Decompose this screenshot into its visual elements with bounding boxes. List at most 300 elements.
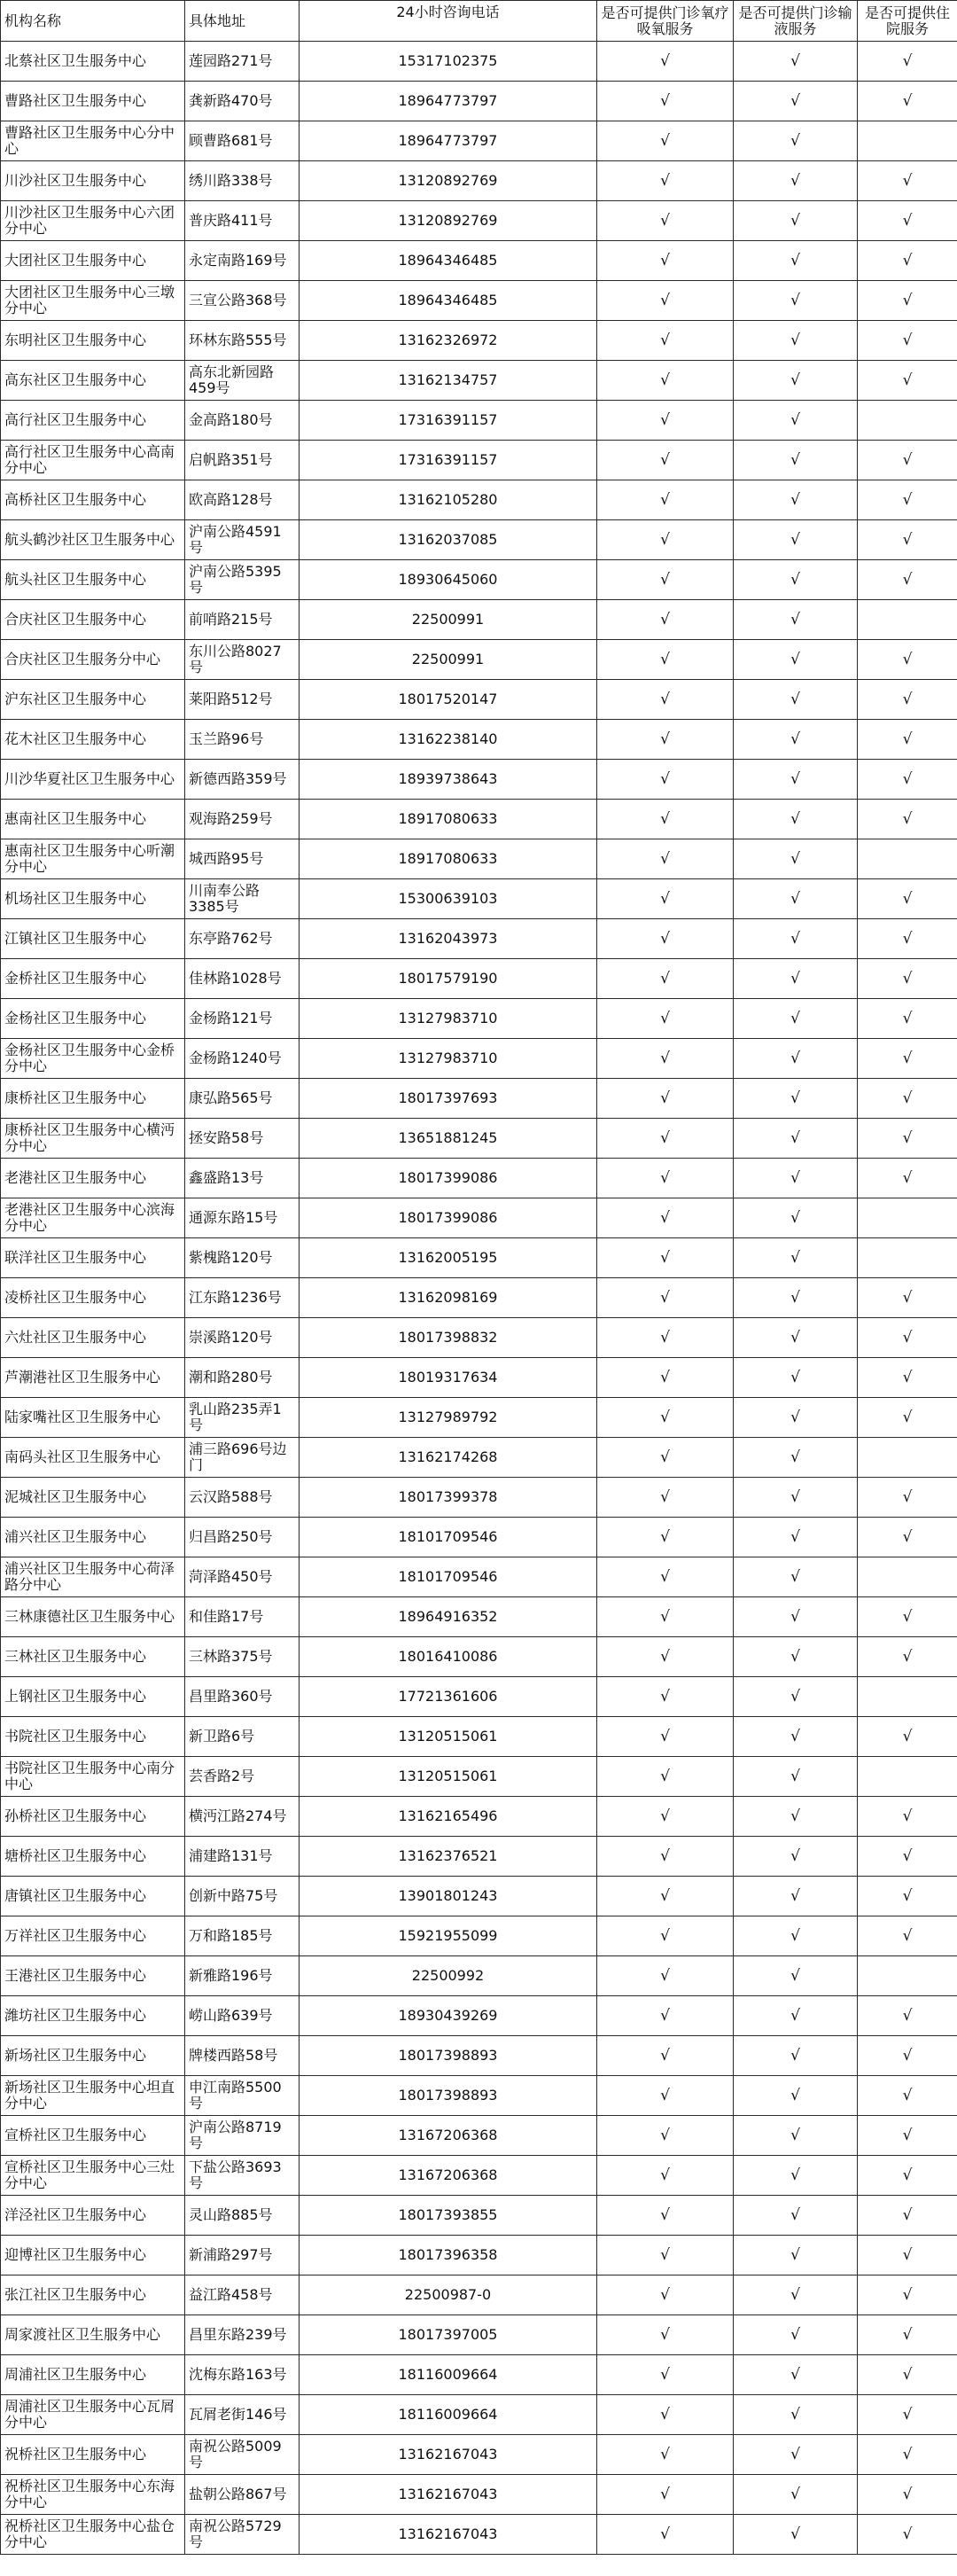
cell-oxygen: √ xyxy=(597,1398,734,1438)
cell-hospitalization: √ xyxy=(858,2275,957,2315)
cell-hospitalization: √ xyxy=(858,1597,957,1637)
cell-phone: 13120515061 xyxy=(300,1757,597,1797)
cell-phone: 13651881245 xyxy=(300,1119,597,1159)
cell-infusion: √ xyxy=(734,2156,858,2196)
cell-hospitalization: √ xyxy=(858,2315,957,2355)
cell-name: 东明社区卫生服务中心 xyxy=(1,321,185,361)
cell-address: 下盐公路3693号 xyxy=(185,2156,300,2196)
cell-phone: 13162105280 xyxy=(300,480,597,520)
cell-hospitalization: √ xyxy=(858,1039,957,1079)
cell-oxygen: √ xyxy=(597,1278,734,1318)
cell-oxygen: √ xyxy=(597,1159,734,1198)
table-row xyxy=(1,161,957,201)
cell-name: 合庆社区卫生服务分中心 xyxy=(1,640,185,680)
table-row xyxy=(1,2076,957,2116)
cell-oxygen: √ xyxy=(597,2196,734,2236)
table-row xyxy=(1,321,957,361)
table-row xyxy=(1,839,957,879)
cell-hospitalization xyxy=(858,1438,957,1478)
cell-name: 祝桥社区卫生服务中心 xyxy=(1,2435,185,2475)
cell-hospitalization xyxy=(858,1757,957,1797)
table-row xyxy=(1,1079,957,1119)
cell-infusion: √ xyxy=(734,2475,858,2515)
cell-name: 凌桥社区卫生服务中心 xyxy=(1,1278,185,1318)
cell-name: 祝桥社区卫生服务中心盐仓分中心 xyxy=(1,2515,185,2555)
cell-infusion: √ xyxy=(734,1438,858,1478)
cell-oxygen: √ xyxy=(597,1557,734,1597)
table-row xyxy=(1,82,957,121)
cell-name: 祝桥社区卫生服务中心东海分中心 xyxy=(1,2475,185,2515)
cell-address: 沈梅东路163号 xyxy=(185,2355,300,2395)
cell-hospitalization xyxy=(858,1557,957,1597)
table-row xyxy=(1,201,957,241)
cell-oxygen: √ xyxy=(597,2475,734,2515)
cell-address: 万和路185号 xyxy=(185,1916,300,1956)
cell-hospitalization xyxy=(858,1198,957,1238)
table-row xyxy=(1,720,957,760)
cell-hospitalization: √ xyxy=(858,1478,957,1518)
cell-oxygen: √ xyxy=(597,2036,734,2076)
cell-infusion: √ xyxy=(734,1797,858,1837)
cell-infusion: √ xyxy=(734,2076,858,2116)
cell-oxygen: √ xyxy=(597,1358,734,1398)
cell-infusion: √ xyxy=(734,2236,858,2275)
table-row xyxy=(1,1637,957,1677)
cell-address: 昌里东路239号 xyxy=(185,2315,300,2355)
cell-hospitalization xyxy=(858,121,957,161)
cell-oxygen: √ xyxy=(597,241,734,281)
cell-address: 新德西路359号 xyxy=(185,760,300,800)
cell-hospitalization: √ xyxy=(858,1797,957,1837)
cell-infusion: √ xyxy=(734,919,858,959)
cell-name: 唐镇社区卫生服务中心 xyxy=(1,1877,185,1916)
cell-name: 陆家嘴社区卫生服务中心 xyxy=(1,1398,185,1438)
cell-hospitalization: √ xyxy=(858,520,957,560)
cell-name: 大团社区卫生服务中心 xyxy=(1,241,185,281)
cell-oxygen: √ xyxy=(597,1757,734,1797)
cell-oxygen: √ xyxy=(597,441,734,480)
cell-name: 南码头社区卫生服务中心 xyxy=(1,1438,185,1478)
table-row xyxy=(1,2236,957,2275)
cell-phone: 13162326972 xyxy=(300,321,597,361)
table-row xyxy=(1,1358,957,1398)
cell-name: 周浦社区卫生服务中心瓦屑分中心 xyxy=(1,2395,185,2435)
table-row xyxy=(1,281,957,321)
table-row xyxy=(1,879,957,919)
cell-address: 金杨路1240号 xyxy=(185,1039,300,1079)
cell-infusion: √ xyxy=(734,1757,858,1797)
cell-address: 康弘路565号 xyxy=(185,1079,300,1119)
header-oxygen: 是否可提供门诊氧疗吸氧服务 xyxy=(597,1,734,42)
cell-address: 南祝公路5729号 xyxy=(185,2515,300,2555)
cell-name: 曹路社区卫生服务中心分中心 xyxy=(1,121,185,161)
cell-infusion: √ xyxy=(734,1597,858,1637)
cell-name: 沪东社区卫生服务中心 xyxy=(1,680,185,720)
cell-name: 惠南社区卫生服务中心 xyxy=(1,800,185,839)
cell-infusion: √ xyxy=(734,1557,858,1597)
cell-phone: 18017399378 xyxy=(300,1478,597,1518)
cell-address: 川南奉公路3385号 xyxy=(185,879,300,919)
cell-oxygen: √ xyxy=(597,1717,734,1757)
cell-hospitalization xyxy=(858,600,957,640)
cell-oxygen: √ xyxy=(597,2275,734,2315)
cell-infusion: √ xyxy=(734,560,858,600)
cell-name: 三林社区卫生服务中心 xyxy=(1,1637,185,1677)
cell-hospitalization: √ xyxy=(858,2355,957,2395)
header-infusion: 是否可提供门诊输液服务 xyxy=(734,1,858,42)
cell-infusion: √ xyxy=(734,720,858,760)
table-row xyxy=(1,1198,957,1238)
table-row xyxy=(1,1837,957,1877)
cell-name: 老港社区卫生服务中心滨海分中心 xyxy=(1,1198,185,1238)
cell-infusion: √ xyxy=(734,1518,858,1557)
cell-address: 沪南公路4591号 xyxy=(185,520,300,560)
cell-address: 普庆路411号 xyxy=(185,201,300,241)
cell-name: 高行社区卫生服务中心 xyxy=(1,401,185,441)
cell-name: 六灶社区卫生服务中心 xyxy=(1,1318,185,1358)
cell-address: 盐朝公路867号 xyxy=(185,2475,300,2515)
cell-name: 泥城社区卫生服务中心 xyxy=(1,1478,185,1518)
cell-hospitalization: √ xyxy=(858,42,957,82)
cell-infusion: √ xyxy=(734,82,858,121)
cell-oxygen: √ xyxy=(597,2156,734,2196)
cell-oxygen: √ xyxy=(597,1956,734,1996)
cell-address: 云汉路588号 xyxy=(185,1478,300,1518)
cell-infusion: √ xyxy=(734,1159,858,1198)
cell-name: 宣桥社区卫生服务中心 xyxy=(1,2116,185,2156)
cell-phone: 18017520147 xyxy=(300,680,597,720)
cell-hospitalization: √ xyxy=(858,82,957,121)
cell-hospitalization: √ xyxy=(858,879,957,919)
cell-infusion: √ xyxy=(734,1039,858,1079)
cell-phone: 13167206368 xyxy=(300,2156,597,2196)
cell-oxygen: √ xyxy=(597,1119,734,1159)
cell-phone: 17721361606 xyxy=(300,1677,597,1717)
cell-address: 前哨路215号 xyxy=(185,600,300,640)
cell-phone: 13167206368 xyxy=(300,2116,597,2156)
cell-address: 欧高路128号 xyxy=(185,480,300,520)
cell-phone: 13162167043 xyxy=(300,2475,597,2515)
cell-infusion: √ xyxy=(734,1877,858,1916)
cell-hospitalization: √ xyxy=(858,1877,957,1916)
cell-phone: 13162098169 xyxy=(300,1278,597,1318)
cell-infusion: √ xyxy=(734,1996,858,2036)
cell-oxygen: √ xyxy=(597,1518,734,1557)
cell-oxygen: √ xyxy=(597,1837,734,1877)
cell-infusion: √ xyxy=(734,1318,858,1358)
cell-name: 花木社区卫生服务中心 xyxy=(1,720,185,760)
cell-name: 惠南社区卫生服务中心听潮分中心 xyxy=(1,839,185,879)
table-row xyxy=(1,2515,957,2555)
cell-hospitalization xyxy=(858,1238,957,1278)
cell-address: 永定南路169号 xyxy=(185,241,300,281)
cell-address: 申江南路5500号 xyxy=(185,2076,300,2116)
cell-phone: 13120515061 xyxy=(300,1717,597,1757)
cell-address: 益江路458号 xyxy=(185,2275,300,2315)
cell-name: 宣桥社区卫生服务中心三灶分中心 xyxy=(1,2156,185,2196)
cell-oxygen: √ xyxy=(597,121,734,161)
cell-name: 川沙华夏社区卫生服务中心 xyxy=(1,760,185,800)
cell-infusion: √ xyxy=(734,480,858,520)
cell-hospitalization xyxy=(858,839,957,879)
cell-hospitalization: √ xyxy=(858,1996,957,2036)
table-row xyxy=(1,2435,957,2475)
cell-oxygen: √ xyxy=(597,1079,734,1119)
cell-hospitalization: √ xyxy=(858,281,957,321)
cell-address: 沪南公路5395号 xyxy=(185,560,300,600)
table-row xyxy=(1,2116,957,2156)
cell-infusion: √ xyxy=(734,1358,858,1398)
cell-name: 曹路社区卫生服务中心 xyxy=(1,82,185,121)
cell-hospitalization: √ xyxy=(858,1916,957,1956)
cell-infusion: √ xyxy=(734,1278,858,1318)
cell-hospitalization: √ xyxy=(858,560,957,600)
cell-phone: 13162376521 xyxy=(300,1837,597,1877)
cell-infusion: √ xyxy=(734,2315,858,2355)
cell-phone: 13120892769 xyxy=(300,201,597,241)
cell-phone: 18017399086 xyxy=(300,1198,597,1238)
cell-phone: 18917080633 xyxy=(300,800,597,839)
table-row xyxy=(1,1996,957,2036)
cell-hospitalization: √ xyxy=(858,161,957,201)
cell-oxygen: √ xyxy=(597,800,734,839)
cell-phone: 18019317634 xyxy=(300,1358,597,1398)
cell-name: 张江社区卫生服务中心 xyxy=(1,2275,185,2315)
cell-infusion: √ xyxy=(734,201,858,241)
cell-phone: 18017393855 xyxy=(300,2196,597,2236)
cell-hospitalization xyxy=(858,1677,957,1717)
table-row xyxy=(1,1278,957,1318)
table-row xyxy=(1,999,957,1039)
cell-hospitalization: √ xyxy=(858,2156,957,2196)
cell-infusion: √ xyxy=(734,1478,858,1518)
table-row xyxy=(1,361,957,401)
cell-name: 孙桥社区卫生服务中心 xyxy=(1,1797,185,1837)
cell-hospitalization: √ xyxy=(858,1518,957,1557)
cell-infusion: √ xyxy=(734,800,858,839)
cell-hospitalization: √ xyxy=(858,1119,957,1159)
cell-hospitalization: √ xyxy=(858,1837,957,1877)
table-row xyxy=(1,1438,957,1478)
cell-phone: 18017579190 xyxy=(300,959,597,999)
cell-infusion: √ xyxy=(734,1398,858,1438)
cell-oxygen: √ xyxy=(597,1238,734,1278)
cell-oxygen: √ xyxy=(597,999,734,1039)
table-row xyxy=(1,1557,957,1597)
cell-oxygen: √ xyxy=(597,201,734,241)
header-address: 具体地址 xyxy=(185,1,300,42)
cell-address: 新浦路297号 xyxy=(185,2236,300,2275)
cell-phone: 18017396358 xyxy=(300,2236,597,2275)
cell-infusion: √ xyxy=(734,1956,858,1996)
cell-phone: 17316391157 xyxy=(300,441,597,480)
table-row xyxy=(1,1119,957,1159)
cell-infusion: √ xyxy=(734,1198,858,1238)
cell-address: 金杨路121号 xyxy=(185,999,300,1039)
cell-name: 新场社区卫生服务中心坦直分中心 xyxy=(1,2076,185,2116)
cell-name: 洋泾社区卫生服务中心 xyxy=(1,2196,185,2236)
cell-phone: 13162238140 xyxy=(300,720,597,760)
cell-name: 高行社区卫生服务中心高南分中心 xyxy=(1,441,185,480)
cell-address: 通源东路15号 xyxy=(185,1198,300,1238)
cell-oxygen: √ xyxy=(597,281,734,321)
cell-infusion: √ xyxy=(734,121,858,161)
cell-phone: 22500991 xyxy=(300,640,597,680)
cell-hospitalization: √ xyxy=(858,201,957,241)
table-row xyxy=(1,600,957,640)
cell-infusion: √ xyxy=(734,1916,858,1956)
cell-address: 绣川路338号 xyxy=(185,161,300,201)
cell-name: 书院社区卫生服务中心南分中心 xyxy=(1,1757,185,1797)
cell-phone: 22500992 xyxy=(300,1956,597,1996)
cell-oxygen: √ xyxy=(597,161,734,201)
cell-address: 沪南公路8719号 xyxy=(185,2116,300,2156)
cell-address: 环林东路555号 xyxy=(185,321,300,361)
cell-infusion: √ xyxy=(734,361,858,401)
cell-phone: 13162005195 xyxy=(300,1238,597,1278)
cell-address: 瓦屑老街146号 xyxy=(185,2395,300,2435)
cell-phone: 18017398893 xyxy=(300,2076,597,2116)
table-row xyxy=(1,760,957,800)
table-row xyxy=(1,1717,957,1757)
cell-name: 大团社区卫生服务中心三墩分中心 xyxy=(1,281,185,321)
cell-phone: 18964346485 xyxy=(300,281,597,321)
cell-name: 老港社区卫生服务中心 xyxy=(1,1159,185,1198)
cell-oxygen: √ xyxy=(597,1597,734,1637)
cell-address: 横沔江路274号 xyxy=(185,1797,300,1837)
cell-oxygen: √ xyxy=(597,680,734,720)
cell-phone: 18917080633 xyxy=(300,839,597,879)
cell-infusion: √ xyxy=(734,401,858,441)
cell-infusion: √ xyxy=(734,959,858,999)
cell-name: 书院社区卫生服务中心 xyxy=(1,1717,185,1757)
table-row xyxy=(1,1956,957,1996)
table-row xyxy=(1,800,957,839)
cell-address: 浦建路131号 xyxy=(185,1837,300,1877)
cell-address: 三林路375号 xyxy=(185,1637,300,1677)
cell-address: 潮和路280号 xyxy=(185,1358,300,1398)
cell-phone: 13162165496 xyxy=(300,1797,597,1837)
table-row xyxy=(1,1597,957,1637)
cell-address: 东亭路762号 xyxy=(185,919,300,959)
cell-address: 崂山路639号 xyxy=(185,1996,300,2036)
cell-hospitalization: √ xyxy=(858,441,957,480)
cell-phone: 15317102375 xyxy=(300,42,597,82)
cell-infusion: √ xyxy=(734,1238,858,1278)
cell-phone: 17316391157 xyxy=(300,401,597,441)
cell-hospitalization: √ xyxy=(858,1318,957,1358)
cell-oxygen: √ xyxy=(597,2076,734,2116)
table-row xyxy=(1,2315,957,2355)
cell-name: 浦兴社区卫生服务中心 xyxy=(1,1518,185,1557)
cell-name: 合庆社区卫生服务中心 xyxy=(1,600,185,640)
cell-hospitalization: √ xyxy=(858,800,957,839)
cell-address: 创新中路75号 xyxy=(185,1877,300,1916)
cell-oxygen: √ xyxy=(597,919,734,959)
cell-infusion: √ xyxy=(734,161,858,201)
cell-oxygen: √ xyxy=(597,321,734,361)
cell-oxygen: √ xyxy=(597,2435,734,2475)
cell-oxygen: √ xyxy=(597,1478,734,1518)
cell-phone: 13127983710 xyxy=(300,999,597,1039)
cell-phone: 22500991 xyxy=(300,600,597,640)
cell-name: 三林康德社区卫生服务中心 xyxy=(1,1597,185,1637)
table-row xyxy=(1,1757,957,1797)
cell-oxygen: √ xyxy=(597,640,734,680)
table-row xyxy=(1,2475,957,2515)
cell-hospitalization: √ xyxy=(858,2116,957,2156)
cell-hospitalization: √ xyxy=(858,1159,957,1198)
cell-address: 乳山路235弄1号 xyxy=(185,1398,300,1438)
table-row xyxy=(1,1398,957,1438)
cell-address: 昌里路360号 xyxy=(185,1677,300,1717)
table-header-row xyxy=(1,1,957,42)
cell-oxygen: √ xyxy=(597,2395,734,2435)
cell-name: 新场社区卫生服务中心 xyxy=(1,2036,185,2076)
cell-oxygen: √ xyxy=(597,1797,734,1837)
cell-oxygen: √ xyxy=(597,600,734,640)
cell-name: 康桥社区卫生服务中心横沔分中心 xyxy=(1,1119,185,1159)
cell-address: 崇溪路120号 xyxy=(185,1318,300,1358)
cell-infusion: √ xyxy=(734,2196,858,2236)
cell-phone: 18116009664 xyxy=(300,2395,597,2435)
cell-address: 拯安路58号 xyxy=(185,1119,300,1159)
table-row xyxy=(1,1797,957,1837)
table-row xyxy=(1,2275,957,2315)
cell-oxygen: √ xyxy=(597,760,734,800)
table-row xyxy=(1,919,957,959)
cell-infusion: √ xyxy=(734,2435,858,2475)
cell-hospitalization: √ xyxy=(858,2236,957,2275)
cell-oxygen: √ xyxy=(597,2355,734,2395)
cell-phone: 18930439269 xyxy=(300,1996,597,2036)
cell-hospitalization: √ xyxy=(858,2076,957,2116)
cell-hospitalization: √ xyxy=(858,999,957,1039)
cell-name: 高桥社区卫生服务中心 xyxy=(1,480,185,520)
cell-phone: 18017397005 xyxy=(300,2315,597,2355)
cell-hospitalization xyxy=(858,1956,957,1996)
cell-phone: 22500987-0 xyxy=(300,2275,597,2315)
cell-infusion: √ xyxy=(734,2275,858,2315)
cell-oxygen: √ xyxy=(597,879,734,919)
cell-hospitalization: √ xyxy=(858,321,957,361)
cell-hospitalization: √ xyxy=(858,1398,957,1438)
cell-hospitalization: √ xyxy=(858,959,957,999)
cell-infusion: √ xyxy=(734,1837,858,1877)
cell-address: 南祝公路5009号 xyxy=(185,2435,300,2475)
cell-infusion: √ xyxy=(734,441,858,480)
cell-hospitalization: √ xyxy=(858,2036,957,2076)
table-row xyxy=(1,2036,957,2076)
table-row xyxy=(1,241,957,281)
table-row xyxy=(1,640,957,680)
cell-address: 和佳路17号 xyxy=(185,1597,300,1637)
cell-address: 菏泽路450号 xyxy=(185,1557,300,1597)
cell-hospitalization: √ xyxy=(858,2395,957,2435)
cell-address: 莲园路271号 xyxy=(185,42,300,82)
cell-name: 金桥社区卫生服务中心 xyxy=(1,959,185,999)
cell-infusion: √ xyxy=(734,999,858,1039)
cell-address: 三宣公路368号 xyxy=(185,281,300,321)
cell-name: 航头鹤沙社区卫生服务中心 xyxy=(1,520,185,560)
cell-address: 莱阳路512号 xyxy=(185,680,300,720)
cell-name: 塘桥社区卫生服务中心 xyxy=(1,1837,185,1877)
header-phone: 24小时咨询电话 xyxy=(300,1,597,42)
cell-name: 北蔡社区卫生服务中心 xyxy=(1,42,185,82)
cell-hospitalization: √ xyxy=(858,2475,957,2515)
cell-address: 牌楼西路58号 xyxy=(185,2036,300,2076)
table-row xyxy=(1,480,957,520)
